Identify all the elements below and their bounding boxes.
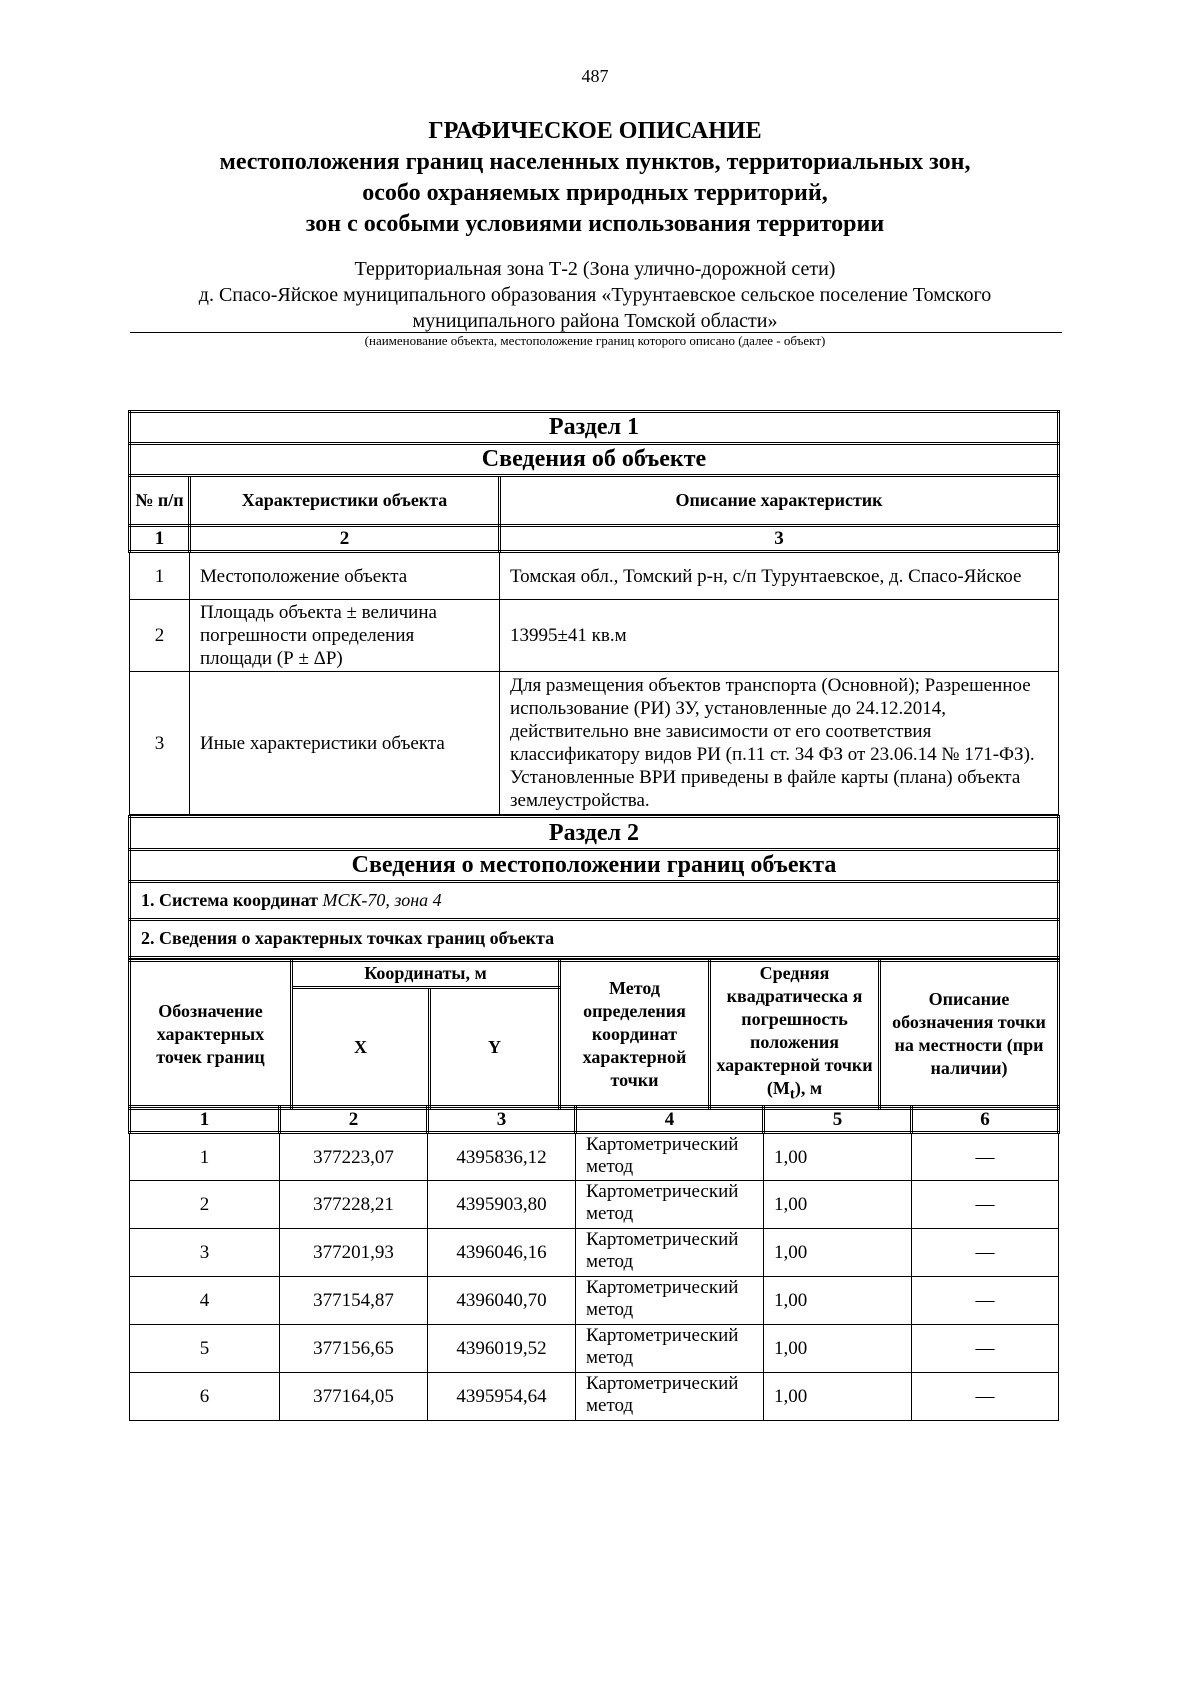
error: 1,00 — [764, 1325, 912, 1373]
x-coordinate: 377156,65 — [280, 1325, 428, 1373]
header-error-sub: t — [789, 1086, 795, 1103]
x-coordinate: 377223,07 — [280, 1133, 428, 1181]
point-description: — — [912, 1133, 1059, 1181]
col-number: 1 — [130, 526, 190, 552]
header-error-text: Средняя квадратическа я погрешность положения характерной точки (M — [716, 963, 873, 1098]
point-number: 2 — [130, 1181, 280, 1229]
document-title — [0, 116, 1190, 240]
table-row — [130, 600, 1059, 672]
header-point-description: Описание обозначения точки на местности (при наличии) — [880, 961, 1059, 1109]
header-x: X — [292, 987, 430, 1108]
x-coordinate: 377154,87 — [280, 1277, 428, 1325]
y-coordinate: 4395836,12 — [428, 1133, 576, 1181]
point-number: 1 — [130, 1133, 280, 1181]
method: Картометрический метод — [576, 1373, 764, 1421]
header-error — [710, 961, 880, 1109]
section2-title: Раздел 2 — [130, 817, 1059, 850]
row-number: 3 — [130, 672, 190, 815]
col-number: 6 — [912, 1107, 1059, 1133]
table-row — [130, 552, 1059, 600]
y-coordinate: 4396046,16 — [428, 1229, 576, 1277]
table-row — [130, 1325, 1059, 1373]
method: Картометрический метод — [576, 1325, 764, 1373]
object-note: (наименование объекта, местоположение границ которого описано (далее - объект) — [364, 333, 826, 348]
header-characteristics: Характеристики объекта — [190, 476, 500, 526]
title-line: ГРАФИЧЕСКОЕ ОПИСАНИЕ — [428, 118, 762, 144]
error: 1,00 — [764, 1229, 912, 1277]
point-description: — — [912, 1325, 1059, 1373]
object-line: муниципального района Томской области» — [412, 310, 778, 332]
points-table — [128, 1105, 1060, 1421]
header-description: Описание характеристик — [500, 476, 1059, 526]
point-number: 5 — [130, 1325, 280, 1373]
row-value: Томская обл., Томский р-н, с/п Турунтаевское, д. Спасо-Яйское — [500, 552, 1059, 600]
page-number: 487 — [581, 66, 609, 86]
section1-title: Раздел 1 — [130, 412, 1059, 444]
section1-table — [128, 410, 1060, 815]
header-method: Метод определения координат характерной точки — [560, 961, 710, 1109]
header-y: Y — [430, 987, 560, 1108]
section2-table — [128, 815, 1060, 959]
row-name: Площадь объекта ± величина погрешности определения площади (Р ± ΔР) — [190, 600, 500, 672]
point-description: — — [912, 1181, 1059, 1229]
y-coordinate: 4395903,80 — [428, 1181, 576, 1229]
row-name: Иные характеристики объекта — [190, 672, 500, 815]
object-line: Территориальная зона Т-2 (Зона улично-дорожной сети) — [354, 258, 836, 280]
header-designation: Обозначение характерных точек границ — [130, 961, 292, 1109]
y-coordinate: 4395954,64 — [428, 1373, 576, 1421]
point-number: 3 — [130, 1229, 280, 1277]
method: Картометрический метод — [576, 1229, 764, 1277]
col-number: 5 — [764, 1107, 912, 1133]
y-coordinate: 4396019,52 — [428, 1325, 576, 1373]
object-line: д. Спасо-Яйское муниципального образования «Турунтаевское сельское поселение Томского — [198, 284, 992, 306]
row-value: Для размещения объектов транспорта (Основной); Разрешенное использование (РИ) ЗУ, установленные до 24.12.2014, действительно вне зависимости от его соответствия классификатору видов РИ (п.11 ст. 34 ФЗ от 23.06.14 № 171-ФЗ). Установленные ВРИ приведены в файле карты (плана) объекта землеустройства. — [500, 672, 1059, 815]
col-number: 1 — [130, 1107, 280, 1133]
method: Картометрический метод — [576, 1133, 764, 1181]
header-number: № п/п — [130, 476, 190, 526]
point-description: — — [912, 1229, 1059, 1277]
table-row — [130, 1181, 1059, 1229]
table-row — [130, 1373, 1059, 1421]
points-header-table — [128, 959, 1060, 1110]
point-description: — — [912, 1373, 1059, 1421]
header-coordinates: Координаты, м — [292, 961, 560, 988]
col-number: 4 — [576, 1107, 764, 1133]
row-value: 13995±41 кв.м — [500, 600, 1059, 672]
error: 1,00 — [764, 1133, 912, 1181]
error: 1,00 — [764, 1181, 912, 1229]
title-line: особо охраняемых природных территорий, — [362, 180, 828, 206]
x-coordinate: 377164,05 — [280, 1373, 428, 1421]
col-number: 3 — [428, 1107, 576, 1133]
x-coordinate: 377201,93 — [280, 1229, 428, 1277]
table-row — [130, 672, 1059, 815]
row-name: Местоположение объекта — [190, 552, 500, 600]
point-description: — — [912, 1277, 1059, 1325]
section2-subtitle: Сведения о местоположении границ объекта — [130, 850, 1059, 882]
object-name — [130, 256, 1060, 334]
method: Картометрический метод — [576, 1277, 764, 1325]
title-line: зон с особыми условиями использования территории — [305, 211, 885, 237]
y-coordinate: 4396040,70 — [428, 1277, 576, 1325]
method: Картометрический метод — [576, 1181, 764, 1229]
error: 1,00 — [764, 1277, 912, 1325]
coord-system-value: МСК-70, зона 4 — [322, 890, 442, 910]
coord-system-label: 1. Система координат — [141, 890, 323, 910]
table-row — [130, 1229, 1059, 1277]
title-line: местоположения границ населенных пунктов, территориальных зон, — [219, 149, 971, 175]
points-label: 2. Сведения о характерных точках границ объекта — [130, 920, 1059, 958]
col-number: 2 — [280, 1107, 428, 1133]
point-number: 6 — [130, 1373, 280, 1421]
x-coordinate: 377228,21 — [280, 1181, 428, 1229]
row-number: 1 — [130, 552, 190, 600]
row-number: 2 — [130, 600, 190, 672]
point-number: 4 — [130, 1277, 280, 1325]
table-row — [130, 1277, 1059, 1325]
header-error-tail: ), м — [794, 1078, 823, 1098]
col-number: 3 — [500, 526, 1059, 552]
section1-subtitle: Сведения об объекте — [130, 444, 1059, 476]
col-number: 2 — [190, 526, 500, 552]
table-row — [130, 1133, 1059, 1181]
error: 1,00 — [764, 1373, 912, 1421]
